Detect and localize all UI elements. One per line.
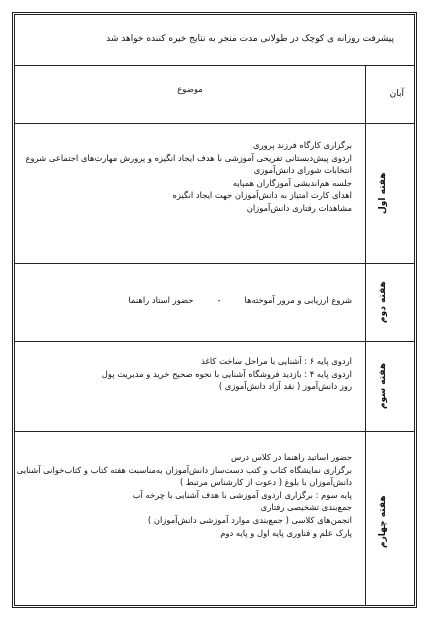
list-item: پارک علم و فناوری پایه اول و پایه دوم (220, 527, 352, 538)
week-row-4 (15, 431, 414, 605)
week-label: هفته چهارم (378, 495, 388, 549)
list-item: اردوی پیش‌دبستانی تفریحی آموزشی با هدف ایجاد انگیزه و پرورش مهارت‌های اجتماعی شروع (25, 152, 352, 163)
week-row-1 (15, 123, 414, 264)
list-item: انجمن‌های کلاسی ( جمع‌بندی موارد آموزشی دانش‌آموزان ) (147, 514, 352, 525)
list-item: شروع ارزیابی و مرور آموخته‌ها (244, 295, 352, 305)
week-row-3 (15, 341, 414, 432)
list-item: حضور استاد راهنما (128, 295, 194, 305)
week-content (23, 139, 352, 215)
week-label: هفته اول (378, 172, 388, 214)
plan-table (12, 12, 417, 608)
list-item: حضور اساتید راهنما در کلاس درس (231, 452, 352, 462)
list-item: اردوی پایه ۴ : بازدید فروشگاه آشنایی با نحوه صحیح خرید و مدیریت پول (101, 368, 352, 379)
column-divider (365, 65, 366, 123)
column-divider (365, 431, 366, 605)
list-item: برگزاری نمایشگاه کتاب و کتب دست‌ساز دانش‌آموزان به‌مناسبت هفته کتاب و کتاب‌خوانی آشنایی (16, 464, 352, 475)
topic-header: موضوع (177, 85, 203, 95)
list-item: پایه سوم : برگزاری اردوی آموزشی با هدف آشنایی با چرخه آب (132, 489, 352, 500)
title-row (15, 15, 414, 66)
list-item: اهدای کارت امتیاز به دانش‌آموزان جهت ایجاد انگیزه (172, 190, 352, 201)
week-label: هفته دوم (378, 281, 388, 323)
column-divider (365, 341, 366, 431)
list-item: برگزاری کارگاه فرزند پروری (253, 140, 352, 150)
list-item: دانش‌آموزان با بلوغ ( دعوت از کارشناس مرتبط ) (180, 477, 352, 488)
header-row (15, 65, 414, 124)
list-item: جمع‌بندی تشخیصی رفتاری (260, 502, 352, 513)
week-content (16, 451, 352, 539)
list-item: اردوی پایه ۶ : آشنایی با مراحل ساخت کاغذ (201, 356, 352, 366)
week-label: هفته سوم (378, 362, 388, 410)
separator: - (217, 295, 221, 305)
list-item: مشاهدات رفتاری دانش‌آموزان (246, 202, 352, 213)
list-item: روز دانش‌آموز ( نقد آزاد دانش‌آموزی ) (218, 381, 352, 392)
column-divider (365, 123, 366, 263)
week-row-2 (15, 263, 414, 342)
month-header: آبان (389, 89, 404, 99)
week-content (23, 355, 352, 393)
column-divider (365, 263, 366, 341)
list-item: جلسه هم‌اندیشی آموزگاران همپایه (232, 177, 352, 188)
page-title: پیشرفت روزانه ی کوچک در طولانی مدت منجر به نتایج خیره کننده خواهد شد (106, 34, 394, 44)
week-content (23, 294, 352, 307)
list-item: انتخابات شورای دانش‌آموزی (253, 165, 352, 176)
